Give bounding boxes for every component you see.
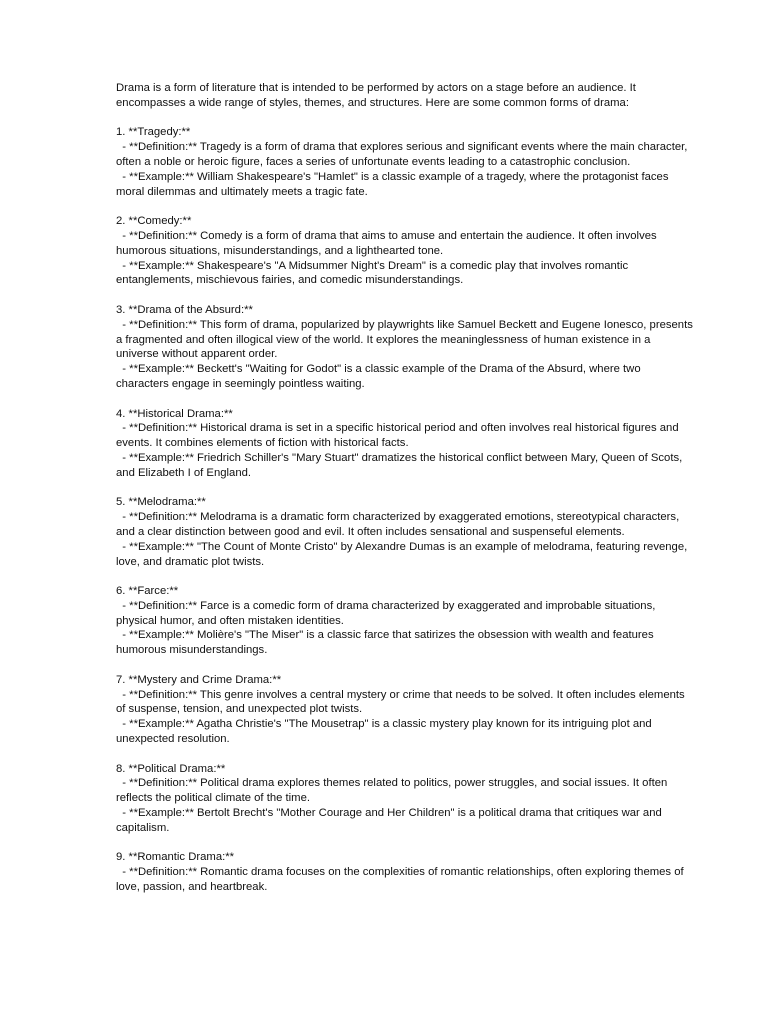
section-title: 9. **Romantic Drama:** bbox=[116, 851, 235, 864]
document-body bbox=[116, 81, 696, 910]
section-title: 2. **Comedy:** bbox=[116, 215, 192, 228]
example-text: - **Example:** Shakespeare's "A Midsummer Night's Dream" is a comedic play that involves romantic entanglements, mischievous fairies, and comedic misunderstandings. bbox=[116, 259, 629, 287]
section-tragedy bbox=[116, 125, 696, 199]
section-title: 3. **Drama of the Absurd:** bbox=[116, 303, 253, 316]
section-drama-of-the-absurd bbox=[116, 303, 696, 392]
section-farce bbox=[116, 584, 696, 658]
section-comedy bbox=[116, 214, 696, 288]
example-text: - **Example:** Molière's "The Miser" is a classic farce that satirizes the obsession with wealth and features humorous misunderstandings. bbox=[116, 629, 654, 657]
section-title: 8. **Political Drama:** bbox=[116, 762, 226, 775]
section-title: 5. **Melodrama:** bbox=[116, 496, 206, 509]
definition-text: - **Definition:** Romantic drama focuses on the complexities of romantic relationships, often exploring themes of love, passion, and heartbreak. bbox=[116, 866, 684, 894]
section-title: 4. **Historical Drama:** bbox=[116, 407, 233, 420]
example-text: - **Example:** "The Count of Monte Cristo" by Alexandre Dumas is an example of melodrama, featuring revenge, love, and dramatic plot twists. bbox=[116, 540, 688, 568]
definition-text: - **Definition:** Political drama explores themes related to politics, power struggles, and social issues. It often reflects the political climate of the time. bbox=[116, 777, 668, 805]
example-text: - **Example:** Bertolt Brecht's "Mother Courage and Her Children" is a political drama that critiques war and capitalism. bbox=[116, 807, 662, 834]
section-title: 1. **Tragedy:** bbox=[116, 126, 191, 139]
section-historical-drama bbox=[116, 407, 696, 481]
section-romantic-drama bbox=[116, 850, 696, 894]
section-mystery-and-crime-drama bbox=[116, 673, 696, 747]
section-title: 7. **Mystery and Crime Drama:** bbox=[116, 673, 282, 686]
definition-text: - **Definition:** Historical drama is set in a specific historical period and often involves real historical figures and events. It combines elements of fiction with historical facts. bbox=[116, 422, 679, 450]
example-text: - **Example:** Friedrich Schiller's "Mary Stuart" dramatizes the historical conflict between Mary, Queen of Scots, and Elizabeth I of England. bbox=[116, 451, 683, 479]
example-text: - **Example:** William Shakespeare's "Hamlet" is a classic example of a tragedy, where the protagonist faces moral dilemmas and ultimately meets a tragic fate. bbox=[116, 170, 669, 198]
definition-text: - **Definition:** Melodrama is a dramatic form characterized by exaggerated emotions, stereotypical characters, and a clear distinction between good and evil. It often includes sensational and suspenseful elements. bbox=[116, 511, 680, 538]
definition-text: - **Definition:** This genre involves a central mystery or crime that needs to be solved. It often includes elements of suspense, tension, and unexpected plot twists. bbox=[116, 688, 685, 716]
definition-text: - **Definition:** Farce is a comedic form of drama characterized by exaggerated and improbable situations, physical humor, and often mistaken identities. bbox=[116, 599, 656, 627]
section-title: 6. **Farce:** bbox=[116, 585, 179, 598]
example-text: - **Example:** Agatha Christie's "The Mousetrap" is a classic mystery play known for its intriguing plot and unexpected resolution. bbox=[116, 718, 652, 746]
example-text: - **Example:** Beckett's "Waiting for Godot" is a classic example of the Drama of the Absurd, where two characters engage in seemingly pointless waiting. bbox=[116, 363, 641, 390]
definition-text: - **Definition:** Tragedy is a form of drama that explores serious and significant events where the main character, often a noble or heroic figure, faces a series of unfortunate events leading to a catastrophic conclusion. bbox=[116, 141, 688, 168]
definition-text: - **Definition:** This form of drama, popularized by playwrights like Samuel Beckett and Eugene Ionesco, presents a fragmented and often illogical view of the world. It explores the meaninglessness of human existence in a universe without apparent order. bbox=[116, 318, 693, 361]
definition-text: - **Definition:** Comedy is a form of drama that aims to amuse and entertain the audience. It often involves humorous situations, misunderstandings, and a lighthearted tone. bbox=[116, 229, 657, 257]
intro-paragraph: Drama is a form of literature that is intended to be performed by actors on a stage before an audience. It encompasses a wide range of styles, themes, and structures. Here are some common forms of drama: bbox=[116, 82, 636, 109]
section-political-drama bbox=[116, 762, 696, 836]
section-melodrama bbox=[116, 495, 696, 569]
